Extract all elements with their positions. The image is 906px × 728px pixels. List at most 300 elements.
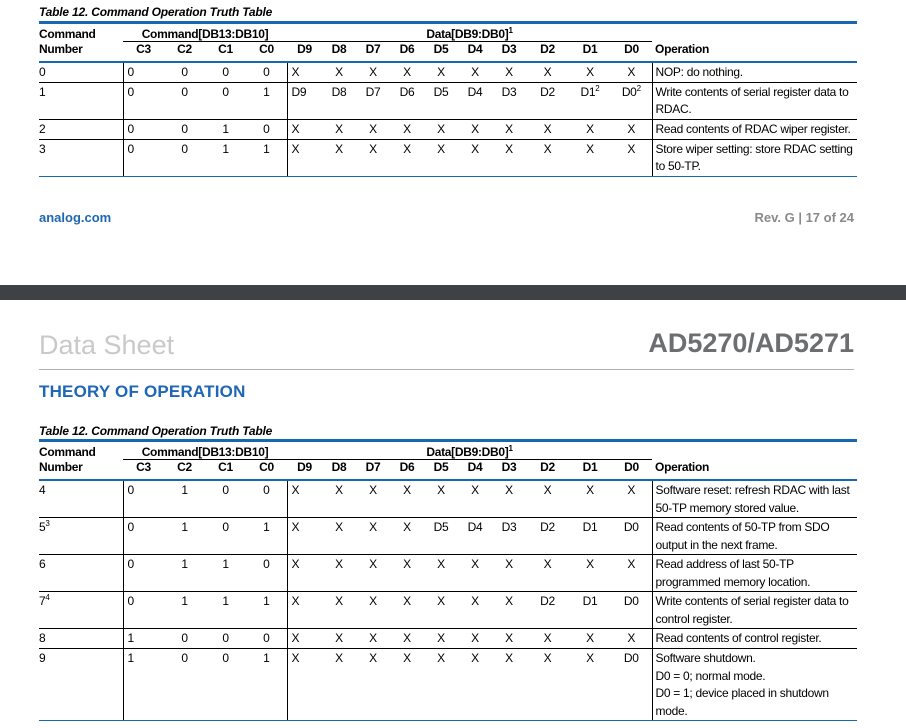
header-command-number: Command xyxy=(39,23,123,42)
bit-cell-c2 xyxy=(164,649,205,721)
bit-cell-d3 xyxy=(492,629,526,649)
bit-cell-d9 xyxy=(287,592,322,629)
bit-value: D1 xyxy=(580,84,596,99)
bit-cell-d5 xyxy=(424,139,458,176)
bit-value: 1 xyxy=(263,141,270,156)
bit-value: D6 xyxy=(399,84,415,99)
column-header-d3: D3 xyxy=(492,42,526,63)
table-row xyxy=(39,139,857,176)
bit-value: X xyxy=(403,141,411,156)
header-blank xyxy=(652,441,857,460)
bit-cell-d3 xyxy=(492,480,526,518)
bit-cell-d1 xyxy=(569,62,611,82)
bit-value: 0 xyxy=(263,483,270,497)
bit-cell-c1 xyxy=(205,119,246,139)
column-header-c3: C3 xyxy=(123,42,164,63)
bit-value: X xyxy=(505,651,513,665)
bit-value: X xyxy=(403,483,411,497)
bit-value: 0 xyxy=(263,65,270,79)
bit-cell-c2 xyxy=(164,518,205,555)
bit-cell-c3 xyxy=(123,629,164,649)
bit-value: X xyxy=(437,141,445,156)
bit-cell-d2 xyxy=(526,480,569,518)
bit-value: 0 xyxy=(263,121,270,136)
bit-cell-d0 xyxy=(611,649,652,721)
bit-value: D8 xyxy=(331,84,347,99)
column-header-d1: D1 xyxy=(569,42,611,63)
bit-value: X xyxy=(369,483,377,497)
column-header-d7: D7 xyxy=(356,42,390,63)
bit-cell-d2 xyxy=(526,119,569,139)
bit-value: 1 xyxy=(263,84,270,99)
bit-cell-d2 xyxy=(526,518,569,555)
section-title: THEORY OF OPERATION xyxy=(39,382,246,401)
operation-description xyxy=(652,82,857,119)
bit-value: X xyxy=(369,557,377,571)
bit-value: 0 xyxy=(222,631,229,645)
bit-value: X xyxy=(505,557,513,571)
bit-value: X xyxy=(437,65,445,79)
bit-value: X xyxy=(627,483,636,497)
bit-value: D7 xyxy=(365,84,381,99)
bit-value: X xyxy=(335,631,343,645)
bit-cell-c0 xyxy=(246,629,287,649)
operation-line: Write contents of serial register data to RDAC. xyxy=(655,84,849,116)
bit-cell-d5 xyxy=(424,592,458,629)
bit-cell-c2 xyxy=(164,62,205,82)
bit-value: X xyxy=(291,594,300,608)
bit-value: 0 xyxy=(127,520,134,534)
bit-cell-d1 xyxy=(569,119,611,139)
operation-line: Read contents of 50-TP from SDO output in the next frame. xyxy=(655,520,830,552)
header-data-group xyxy=(287,23,652,42)
table-row xyxy=(39,629,857,649)
bit-value: X xyxy=(627,141,636,156)
command-number xyxy=(39,518,123,555)
command-number xyxy=(39,82,123,119)
column-header-d3: D3 xyxy=(492,460,526,481)
operation-description xyxy=(652,62,857,82)
bit-cell-d4 xyxy=(458,518,492,555)
bit-cell-c3 xyxy=(123,139,164,176)
bit-cell-d1 xyxy=(569,480,611,518)
bit-value: X xyxy=(505,121,513,136)
column-header-c1: C1 xyxy=(205,42,246,63)
operation-line: Store wiper setting: store RDAC setting to 50-TP. xyxy=(655,141,853,173)
bit-value: X xyxy=(543,631,552,645)
bit-cell-d9 xyxy=(287,629,322,649)
bit-value: X xyxy=(437,651,445,665)
bit-cell-d4 xyxy=(458,139,492,176)
bit-cell-d0 xyxy=(611,555,652,592)
bit-cell-d7 xyxy=(356,82,390,119)
bit-value: D3 xyxy=(501,520,517,534)
bit-cell-d4 xyxy=(458,649,492,721)
column-header-d9: D9 xyxy=(287,42,322,63)
column-header-c0: C0 xyxy=(246,460,287,481)
bit-value: X xyxy=(437,483,445,497)
bit-cell-d4 xyxy=(458,629,492,649)
bit-value: D9 xyxy=(291,84,307,99)
bit-cell-c1 xyxy=(205,592,246,629)
footnote-ref: 4 xyxy=(45,593,50,602)
bit-cell-d5 xyxy=(424,82,458,119)
bit-value: X xyxy=(403,631,411,645)
bit-value: X xyxy=(627,65,636,79)
column-header-d2: D2 xyxy=(526,42,569,63)
bit-cell-c1 xyxy=(205,139,246,176)
column-header-d0: D0 xyxy=(611,460,652,481)
bit-value: X xyxy=(291,483,300,497)
bit-cell-c0 xyxy=(246,139,287,176)
bit-cell-c0 xyxy=(246,82,287,119)
bit-value: D4 xyxy=(467,84,483,99)
table-caption: Table 12. Command Operation Truth Table xyxy=(39,5,273,19)
command-number xyxy=(39,119,123,139)
bit-cell-c1 xyxy=(205,649,246,721)
bit-cell-d6 xyxy=(390,649,424,721)
bit-cell-d8 xyxy=(322,480,356,518)
column-header-d6: D6 xyxy=(390,42,424,63)
bit-cell-c3 xyxy=(123,82,164,119)
bit-cell-d5 xyxy=(424,480,458,518)
bit-value: X xyxy=(335,520,343,534)
bit-cell-d5 xyxy=(424,555,458,592)
revision-page-number: Rev. G | 17 of 24 xyxy=(754,210,854,225)
part-number: AD5270/AD5271 xyxy=(648,328,854,358)
bit-cell-d3 xyxy=(492,592,526,629)
bit-cell-d0 xyxy=(611,82,652,119)
bit-value: X xyxy=(291,65,300,79)
bit-cell-c1 xyxy=(205,480,246,518)
header-data-group xyxy=(287,441,652,460)
bit-cell-d2 xyxy=(526,629,569,649)
bit-value: X xyxy=(471,141,479,156)
bit-value: X xyxy=(543,141,552,156)
header-command-group: Command[DB13:DB10] xyxy=(123,23,287,42)
bit-cell-d7 xyxy=(356,518,390,555)
bit-value: X xyxy=(471,557,479,571)
bit-cell-d8 xyxy=(322,139,356,176)
bit-value: D2 xyxy=(540,84,555,99)
header-blank xyxy=(652,23,857,42)
header-command-number: Command xyxy=(39,441,123,460)
bit-value: X xyxy=(543,65,552,79)
column-header-d4: D4 xyxy=(458,460,492,481)
bit-cell-d6 xyxy=(390,119,424,139)
bit-value: 0 xyxy=(181,141,188,156)
bit-value: X xyxy=(335,65,343,79)
bit-cell-d6 xyxy=(390,82,424,119)
bit-cell-d2 xyxy=(526,649,569,721)
bit-value: X xyxy=(291,121,300,136)
bit-value: X xyxy=(335,557,343,571)
bit-cell-d4 xyxy=(458,555,492,592)
bit-cell-c1 xyxy=(205,82,246,119)
column-header-c2: C2 xyxy=(164,42,205,63)
operation-description xyxy=(652,119,857,139)
bit-value: X xyxy=(471,121,479,136)
bit-value: X xyxy=(403,121,411,136)
command-number-value: 4 xyxy=(39,483,46,497)
column-header-c1: C1 xyxy=(205,460,246,481)
bit-cell-d2 xyxy=(526,555,569,592)
bit-value: X xyxy=(403,520,411,534)
footnote-ref: 2 xyxy=(595,83,600,93)
column-header-d5: D5 xyxy=(424,42,458,63)
column-header-c3: C3 xyxy=(123,460,164,481)
bit-cell-d3 xyxy=(492,139,526,176)
column-header-d5: D5 xyxy=(424,460,458,481)
bit-cell-c2 xyxy=(164,592,205,629)
bit-cell-d7 xyxy=(356,139,390,176)
command-number xyxy=(39,592,123,629)
command-number-value: 5 xyxy=(39,520,46,534)
bit-cell-d3 xyxy=(492,555,526,592)
column-header-d7: D7 xyxy=(356,460,390,481)
bit-value: 0 xyxy=(127,557,134,571)
bit-cell-c0 xyxy=(246,555,287,592)
bit-value: X xyxy=(291,141,300,156)
bit-value: X xyxy=(471,631,479,645)
column-header-c0: C0 xyxy=(246,42,287,63)
bit-cell-d7 xyxy=(356,480,390,518)
bit-cell-d9 xyxy=(287,62,322,82)
command-number-value: 7 xyxy=(39,594,46,608)
bit-value: X xyxy=(586,121,594,136)
bit-value: X xyxy=(471,65,479,79)
column-header-c2: C2 xyxy=(164,460,205,481)
bit-cell-d8 xyxy=(322,649,356,721)
bit-cell-d5 xyxy=(424,119,458,139)
bit-cell-d5 xyxy=(424,649,458,721)
command-number-value: 1 xyxy=(39,84,46,99)
bit-cell-d9 xyxy=(287,555,322,592)
bit-value: 0 xyxy=(181,651,188,665)
column-header-d2: D2 xyxy=(526,460,569,481)
bit-cell-d4 xyxy=(458,119,492,139)
bit-value: X xyxy=(505,141,513,156)
bit-value: 0 xyxy=(127,65,134,79)
bit-value: X xyxy=(586,557,594,571)
bit-value: X xyxy=(335,121,343,136)
column-header-d8: D8 xyxy=(322,460,356,481)
bit-value: 1 xyxy=(263,520,270,534)
operation-description xyxy=(652,649,857,721)
bit-value: D0 xyxy=(623,594,639,608)
bit-cell-d4 xyxy=(458,82,492,119)
bit-cell-d1 xyxy=(569,649,611,721)
operation-line: Read contents of RDAC wiper register. xyxy=(655,121,851,136)
bit-value: 0 xyxy=(263,557,270,571)
bit-value: X xyxy=(627,631,636,645)
bit-value: X xyxy=(586,483,594,497)
bit-value: X xyxy=(505,65,513,79)
bit-cell-d1 xyxy=(569,592,611,629)
bit-value: X xyxy=(369,520,377,534)
bit-value: X xyxy=(369,594,377,608)
bit-cell-c2 xyxy=(164,119,205,139)
bit-cell-c2 xyxy=(164,555,205,592)
column-header-d0: D0 xyxy=(611,42,652,63)
bit-cell-d0 xyxy=(611,592,652,629)
bit-cell-d0 xyxy=(611,62,652,82)
operation-line: Write contents of serial register data to control register. xyxy=(655,594,849,626)
bit-value: 1 xyxy=(181,483,188,497)
bit-cell-d1 xyxy=(569,139,611,176)
bit-value: D5 xyxy=(433,84,449,99)
bit-value: 0 xyxy=(222,84,229,99)
bit-value: X xyxy=(627,557,636,571)
bit-value: X xyxy=(586,141,594,156)
bit-cell-c3 xyxy=(123,119,164,139)
bit-cell-d1 xyxy=(569,629,611,649)
command-number-value: 0 xyxy=(39,65,46,79)
bit-value: X xyxy=(471,651,479,665)
header-command-number-line2: Number xyxy=(39,460,123,481)
bit-cell-d2 xyxy=(526,62,569,82)
table-row xyxy=(39,119,857,139)
command-number-value: 3 xyxy=(39,141,46,156)
page-17 xyxy=(0,0,906,285)
column-header-d9: D9 xyxy=(287,460,322,481)
column-header-d6: D6 xyxy=(390,460,424,481)
footnote-ref: 1 xyxy=(508,26,513,35)
bit-value: X xyxy=(335,141,343,156)
bit-value: X xyxy=(369,141,377,156)
bit-value: X xyxy=(543,121,552,136)
bit-value: 1 xyxy=(222,121,229,136)
command-number xyxy=(39,555,123,592)
bit-cell-d7 xyxy=(356,555,390,592)
bit-value: 0 xyxy=(222,651,229,665)
table-row xyxy=(39,592,857,629)
bit-cell-d8 xyxy=(322,518,356,555)
bit-cell-d3 xyxy=(492,649,526,721)
bit-cell-c2 xyxy=(164,139,205,176)
bit-value: 1 xyxy=(222,594,229,608)
bit-value: 0 xyxy=(127,594,134,608)
bit-value: X xyxy=(471,483,479,497)
bit-cell-c1 xyxy=(205,555,246,592)
command-number-value: 2 xyxy=(39,121,46,136)
bit-cell-d2 xyxy=(526,592,569,629)
bit-cell-c3 xyxy=(123,62,164,82)
bit-cell-d1 xyxy=(569,555,611,592)
analog-link[interactable]: analog.com xyxy=(39,210,112,225)
bit-value: 0 xyxy=(127,121,134,136)
header-command-group: Command[DB13:DB10] xyxy=(123,441,287,460)
command-number-value: 8 xyxy=(39,631,46,645)
bit-cell-d7 xyxy=(356,649,390,721)
command-number xyxy=(39,480,123,518)
bit-cell-d8 xyxy=(322,119,356,139)
bit-cell-c0 xyxy=(246,480,287,518)
bit-value: 0 xyxy=(181,84,188,99)
bit-value: X xyxy=(369,631,377,645)
bit-value: 0 xyxy=(181,65,188,79)
bit-value: X xyxy=(505,631,513,645)
bit-cell-d6 xyxy=(390,555,424,592)
operation-line: Read contents of control register. xyxy=(655,631,822,645)
bit-value: X xyxy=(437,594,445,608)
bit-value: X xyxy=(291,520,300,534)
bit-cell-d3 xyxy=(492,82,526,119)
operation-line: NOP: do nothing. xyxy=(655,65,743,79)
bit-value: X xyxy=(369,121,377,136)
data-group-label: Data[DB9:DB0] xyxy=(426,445,509,459)
bit-cell-d9 xyxy=(287,139,322,176)
bit-cell-d9 xyxy=(287,649,322,721)
bit-cell-d8 xyxy=(322,629,356,649)
header-rule xyxy=(39,369,854,370)
bit-value: X xyxy=(627,121,636,136)
bit-value: 0 xyxy=(181,121,188,136)
bit-value: X xyxy=(543,483,552,497)
bit-value: 1 xyxy=(181,557,188,571)
bit-cell-d5 xyxy=(424,62,458,82)
command-number xyxy=(39,62,123,82)
bit-value: X xyxy=(543,651,552,665)
operation-description xyxy=(652,139,857,176)
bit-value: X xyxy=(403,557,411,571)
bit-value: 0 xyxy=(222,483,229,497)
table-row xyxy=(39,518,857,555)
bit-cell-d3 xyxy=(492,62,526,82)
bit-cell-d8 xyxy=(322,62,356,82)
truth-table-bottom xyxy=(39,439,857,721)
bit-cell-c0 xyxy=(246,62,287,82)
bit-value: D2 xyxy=(540,520,555,534)
bit-cell-d9 xyxy=(287,480,322,518)
command-number-value: 9 xyxy=(39,651,46,665)
bit-cell-c0 xyxy=(246,649,287,721)
bit-value: 1 xyxy=(127,631,134,645)
operation-description xyxy=(652,555,857,592)
bit-cell-d1 xyxy=(569,82,611,119)
operation-description xyxy=(652,629,857,649)
footnote-ref: 3 xyxy=(45,519,50,528)
table-row xyxy=(39,480,857,518)
bit-value: D0 xyxy=(623,520,639,534)
command-number xyxy=(39,649,123,721)
truth-table-top xyxy=(39,21,857,177)
operation-line: D0 = 0; normal mode. xyxy=(655,668,766,683)
bit-cell-d5 xyxy=(424,629,458,649)
operation-description xyxy=(652,480,857,518)
bit-value: X xyxy=(335,651,343,665)
bit-cell-c3 xyxy=(123,649,164,721)
bit-value: D3 xyxy=(501,84,517,99)
bit-value: 1 xyxy=(263,594,270,608)
bit-cell-d8 xyxy=(322,555,356,592)
bit-cell-c3 xyxy=(123,480,164,518)
command-number xyxy=(39,629,123,649)
bit-cell-d8 xyxy=(322,82,356,119)
bit-cell-d5 xyxy=(424,518,458,555)
bit-cell-d3 xyxy=(492,518,526,555)
bit-cell-c1 xyxy=(205,62,246,82)
bit-value: X xyxy=(291,631,300,645)
bit-value: D5 xyxy=(433,520,449,534)
command-number-value: 6 xyxy=(39,557,46,571)
bit-cell-d6 xyxy=(390,518,424,555)
bit-value: 0 xyxy=(181,631,188,645)
bit-value: X xyxy=(335,483,343,497)
bit-cell-d1 xyxy=(569,518,611,555)
bit-value: X xyxy=(505,594,513,608)
bit-cell-c0 xyxy=(246,119,287,139)
